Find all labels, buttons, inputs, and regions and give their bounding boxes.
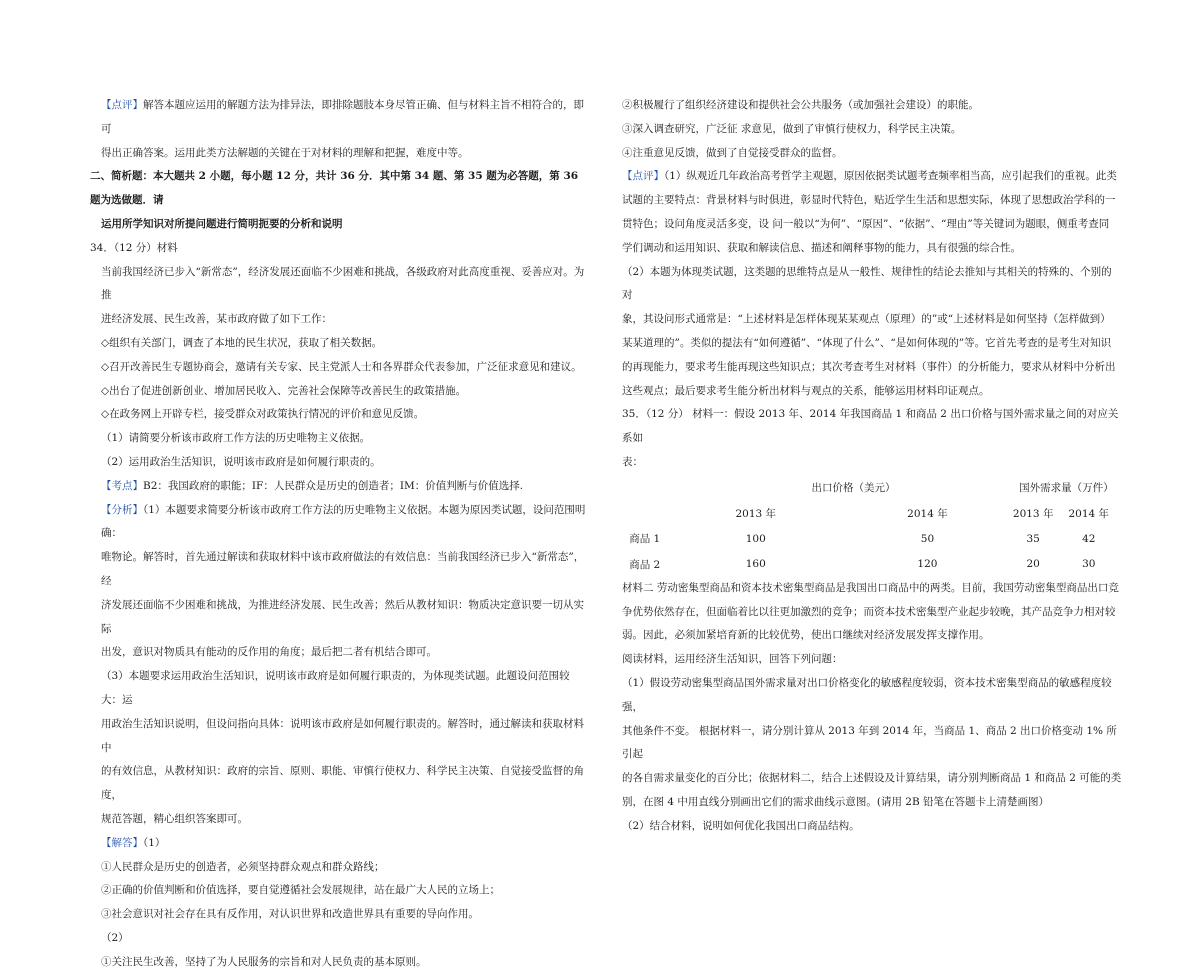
right-column <box>622 94 1122 839</box>
header-export-price: 出口价格（美元） <box>811 482 896 494</box>
line-text: 争优势依然存在，但面临着比以往更加激烈的竞争；而资本技术密集型产业起步较晚，其产品竞争力相对较 <box>622 605 1116 618</box>
line-text: 某某道理的”。类似的提法有“如何遵循”、“体现了什么”、“是如何体现的”等。它首先考查的是考生对知识 <box>622 336 1112 349</box>
text-line <box>90 356 590 380</box>
text-line <box>622 648 1122 672</box>
line-text: 材料二 劳动密集型商品和资本技术密集型商品是我国出口商品中的两类。目前，我国劳动密集型商品出口竞 <box>622 581 1119 594</box>
line-text: 这些观点；最后要求考生能分析出材料与观点的关系，能够运用材料印证观点。 <box>622 384 990 397</box>
section-tag: 【点评】 <box>622 170 664 183</box>
text-line <box>622 601 1122 625</box>
section-tag: 【分析】 <box>101 503 143 516</box>
text-line <box>622 624 1122 648</box>
line-text: B2：我国政府的职能；IF：人民群众是历史的创造者；IM：价值判断与价值选择. <box>143 479 524 492</box>
section-tag: 【考点】 <box>101 479 143 492</box>
line-text: （1）请简要分析该市政府工作方法的历史唯物主义依据。 <box>101 432 371 445</box>
line-text: ②正确的价值判断和价值选择，要自觉遵循社会发展规律，站在最广大人民的立场上； <box>101 884 500 897</box>
table-row <box>622 526 1122 552</box>
line-text: 34．（12 分）材料 <box>90 241 178 254</box>
line-text: 当前我国经济已步入“新常态”，经济发展还面临不少困难和挑战，各级政府对此高度重视、妥善应对。为推 <box>101 265 585 302</box>
text-line <box>622 767 1122 791</box>
header-year: 2014 年 <box>1068 507 1110 520</box>
line-text: ③深入调查研究，广泛征 求意见，做到了审慎行使权力，科学民主决策。 <box>622 122 962 135</box>
text-line <box>90 403 590 427</box>
right-bottom-text <box>622 577 1122 839</box>
table-row <box>622 551 1122 577</box>
line-text: 的再现能力，要求考生能再现这些知识点；其次考查考生对材料（事件）的分析能力，要求从材料中分析出 <box>622 360 1116 373</box>
line-text: （2）运用政治生活知识，说明该市政府是如何履行职责的。 <box>101 455 381 468</box>
line-text: 运用所学知识对所提问题进行简明扼要的分析和说明 <box>101 217 343 230</box>
text-line <box>90 832 590 856</box>
left-column <box>90 94 590 974</box>
section-tag: 【解答】 <box>101 836 143 849</box>
text-line <box>622 118 1122 142</box>
text-line <box>90 665 590 713</box>
line-text: 的有效信息，从教材知识：政府的宗旨、原则、职能、审慎行使权力、科学民主决策、自觉接受监督的角度， <box>101 765 584 802</box>
text-line <box>90 261 590 309</box>
line-text: ②积极履行了组织经济建设和提供社会公共服务（或加强社会建设）的职能。 <box>622 99 979 111</box>
text-line <box>622 165 1122 189</box>
text-line <box>622 791 1122 815</box>
table-cell: 35 <box>1026 532 1040 545</box>
header-foreign-demand: 国外需求量（万件） <box>1019 482 1114 494</box>
text-line <box>90 380 590 404</box>
text-line <box>90 546 590 594</box>
line-text: 得出正确答案。运用此类方法解题的关键在于对材料的理解和把握，难度中等。 <box>101 146 469 159</box>
text-line <box>622 213 1122 237</box>
line-text: 象，其设问形式通常是：“上述材料是怎样体现某某观点（原理）的”或“上述材料是如何坚持（怎样做到） <box>622 313 1111 326</box>
text-line <box>90 713 590 761</box>
table-cell: 20 <box>1026 558 1040 570</box>
table-cell: 160 <box>745 558 766 570</box>
header-year: 2014 年 <box>907 507 948 520</box>
text-line <box>622 577 1122 601</box>
text-line <box>90 879 590 903</box>
text-line <box>622 672 1122 720</box>
line-text: （3）本题要求运用政治生活知识，说明该市政府是如何履行职责的，为体现类试题。此题设问范围较大：运 <box>101 670 570 706</box>
line-text: 解答本题应运用的解题方法为排异法，即排除题肢本身尽管正确、但与材料主旨不相符合的，即可 <box>101 99 584 135</box>
line-text: （1）纵观近几年政治高考哲学主观题，原因依据类试题考查频率相当高，应引起我们的重视。此类 <box>664 170 1117 183</box>
line-text: 用政治生活知识说明，但设问指向具体：说明该市政府是如何履行职责的。解答时，通过解读和获取材料中 <box>101 717 584 754</box>
text-line <box>622 237 1122 261</box>
line-text: ◇在政务网上开辟专栏，接受群众对政策执行情况的评价和意见反馈。 <box>101 408 425 421</box>
line-text: 的各自需求量变化的百分比；依据材料二，结合上述假设及计算结果，请分别判断商品 1 和商品 2 可能的类 <box>622 772 1122 785</box>
line-text: 阅读材料，运用经济生活知识，回答下列问题： <box>622 653 843 666</box>
line-text: ①关注民生改善，坚持了为人民服务的宗旨和对人民负责的基本原则。 <box>101 955 427 968</box>
line-text: 35．（12 分） 材料一：假设 2013 年、2014 年我国商品 1 和商品 2 出口价格与国外需求量之间的对应关系如 <box>622 408 1119 445</box>
line-text: 二、简析题：本大题共 2 小题，每小题 12 分，共计 36 分．其中第 34 题、第 35 题为必答题，第 36 题为选做题．请 <box>90 170 579 207</box>
text-line <box>90 641 590 665</box>
text-line <box>90 308 590 332</box>
text-line <box>622 451 1122 475</box>
text-line <box>622 308 1122 332</box>
line-text: （1）假设劳动密集型商品国外需求量对出口价格变化的敏感程度较弱，资本技术密集型商品的敏感程度较强， <box>622 676 1112 713</box>
text-line <box>622 815 1122 839</box>
text-line <box>90 451 590 475</box>
text-line <box>90 237 590 261</box>
line-text: 出发，意识对物质具有能动的反作用的角度；最后把二者有机结合即可。 <box>101 646 437 659</box>
text-line <box>90 332 590 356</box>
text-line <box>622 189 1122 213</box>
text-line <box>90 808 590 832</box>
text-line <box>90 760 590 808</box>
text-line <box>622 332 1122 356</box>
line-text: （2）结合材料，说明如何优化我国出口商品结构。 <box>622 819 860 832</box>
line-text: 表： <box>622 455 643 468</box>
text-line <box>90 951 590 974</box>
text-line <box>90 499 590 547</box>
line-text: 进经济发展、民生改善，某市政府做了如下工作： <box>101 313 332 326</box>
text-line <box>90 94 590 142</box>
table-header-row-2 <box>622 500 1122 526</box>
text-line <box>622 380 1122 404</box>
header-year: 2013 年 <box>735 507 777 520</box>
text-line <box>90 427 590 451</box>
line-text: 贯特色；设问角度灵活多变，设 问一般以“为何”、“原因”、“依据”、“理由”等关键词为题眼，侧重考查同 <box>622 217 1110 230</box>
text-line <box>90 927 590 951</box>
line-text: 济发展还面临不少困难和挑战，为推进经济发展、民生改善；然后从教材知识：物质决定意识要一切从实际 <box>101 598 584 635</box>
text-line <box>622 261 1122 309</box>
row-label: 商品 2 <box>629 558 661 571</box>
text-line <box>622 142 1122 166</box>
line-text: （1）本题要求简要分析该市政府工作方法的历史唯物主义依据。本题为原因类试题，设问范围明确： <box>101 503 586 540</box>
line-text: 唯物论。解答时，首先通过解读和获取材料中该市政府做法的有效信息：当前我国经济已步入“新常态”，经 <box>101 551 585 587</box>
text-line <box>90 594 590 642</box>
table-cell: 42 <box>1082 532 1096 545</box>
text-line <box>90 475 590 499</box>
line-text: 别，在图 4 中用直线分别画出它们的需求曲线示意图。(请用 2B 铅笔在答题卡上清楚画图） <box>622 795 1050 808</box>
price-demand-table <box>622 475 1122 577</box>
text-line <box>622 356 1122 380</box>
line-text: （2）本题为体现类试题，这类题的思维特点是从一般性、规律性的结论去推知与其相关的特殊的、个别的对 <box>622 265 1112 302</box>
text-line <box>90 213 590 237</box>
text-line <box>90 165 590 213</box>
table-header-row-1 <box>622 475 1122 501</box>
line-text: ◇召开改善民生专题协商会，邀请有关专家、民主党派人士和各界群众代表参加，广泛征求意见和建议。 <box>101 360 582 373</box>
line-text: （1） <box>143 836 166 849</box>
line-text: 规范答题，精心组织答案即可。 <box>101 812 248 825</box>
text-line <box>90 903 590 927</box>
line-text: （2） <box>101 931 129 944</box>
header-year: 2013 年 <box>1012 507 1054 520</box>
section-tag: 【点评】 <box>101 99 143 111</box>
line-text: 其他条件不变。 根据材料一，请分别计算从 2013 年到 2014 年，当商品 1、商品 2 出口价格变动 1% 所引起 <box>622 724 1117 761</box>
line-text: 弱。因此，必须加紧培育新的比较优势，使出口继续对经济发展发挥支撑作用。 <box>622 629 990 642</box>
table-cell: 30 <box>1082 558 1096 570</box>
line-text: ③社会意识对社会存在具有反作用，对认识世界和改造世界具有重要的导向作用。 <box>101 908 479 921</box>
text-line <box>622 720 1122 768</box>
text-line <box>622 403 1122 451</box>
right-top-text <box>622 94 1122 475</box>
text-line <box>90 142 590 166</box>
line-text: 学们调动和运用知识、获取和解读信息、描述和阐释事物的能力，具有很强的综合性。 <box>622 241 1021 254</box>
line-text: 试题的主要特点：背景材料与时俱进，彰显时代特色，贴近学生生活和思想实际，体现了思想政治学科的一 <box>622 194 1116 207</box>
line-text: ◇组织有关部门，调查了本地的民生状况，获取了相关数据。 <box>101 336 383 349</box>
table-cell: 50 <box>920 532 935 545</box>
table-cell: 100 <box>745 532 766 545</box>
table-cell: 120 <box>917 558 938 570</box>
text-line <box>622 94 1122 118</box>
line-text: ◇出台了促进创新创业、增加居民收入、完善社会保障等改善民生的政策措施。 <box>101 384 467 397</box>
line-text: ④注重意见反馈，做到了自觉接受群众的监督。 <box>622 146 843 159</box>
text-line <box>90 856 590 880</box>
line-text: ①人民群众是历史的创造者，必须坚持群众观点和群众路线； <box>101 860 385 873</box>
row-label: 商品 1 <box>629 533 661 545</box>
